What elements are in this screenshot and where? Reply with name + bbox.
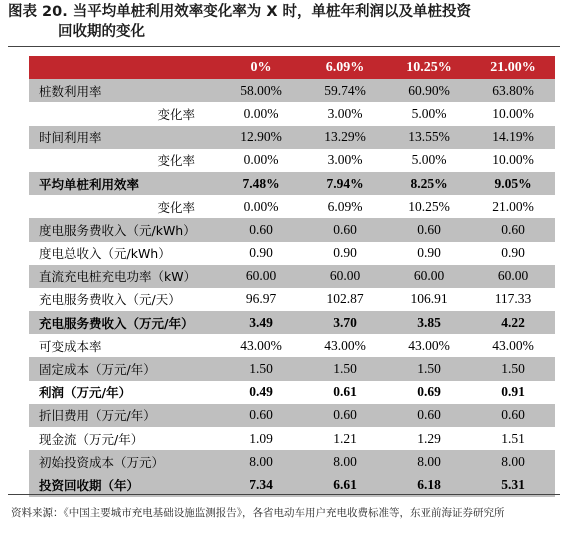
table-cell: 12.90%	[219, 126, 303, 149]
row-label: 度电总收入（元/kWh）	[29, 242, 219, 265]
table-cell: 106.91	[387, 288, 471, 311]
row-label: 折旧费用（万元/年）	[29, 404, 219, 427]
row-label: 变化率	[29, 149, 219, 172]
table-cell: 8.25%	[387, 172, 471, 195]
row-label: 直流充电桩充电功率（kW）	[29, 265, 219, 288]
table-cell: 60.00	[219, 265, 303, 288]
table-cell: 0.00%	[219, 195, 303, 218]
header-cell: 10.25%	[387, 56, 471, 79]
table-cell: 60.00	[387, 265, 471, 288]
table-cell: 60.00	[471, 265, 555, 288]
row-label: 平均单桩利用效率	[29, 172, 219, 195]
row-label: 可变成本率	[29, 334, 219, 357]
row-label: 初始投资成本（万元）	[29, 450, 219, 473]
source-note: 资料来源：《中国主要城市充电基础设施监测报告》，各省电动车用户充电收费标准等，东亚前海证券研究所	[11, 507, 505, 519]
table-cell: 0.90	[219, 242, 303, 265]
figure-title-line2: 回收期的变化	[58, 24, 145, 40]
table-cell: 0.61	[303, 381, 387, 404]
table-row	[29, 218, 555, 241]
table-cell: 0.60	[219, 218, 303, 241]
table-cell: 58.00%	[219, 79, 303, 102]
table-cell: 6.18	[387, 473, 471, 496]
table-cell: 59.74%	[303, 79, 387, 102]
figure-title-line1: 图表 20. 当平均单桩利用效率变化率为 X 时，单桩年利润以及单桩投资	[8, 4, 472, 20]
table-row	[29, 357, 555, 380]
title-divider	[8, 46, 560, 47]
header-cell: 0%	[219, 56, 303, 79]
source-divider	[8, 494, 560, 495]
table-cell: 8.00	[471, 450, 555, 473]
header-cell: 6.09%	[303, 56, 387, 79]
table-cell: 1.50	[219, 357, 303, 380]
figure-title	[8, 2, 558, 42]
table-cell: 6.61	[303, 473, 387, 496]
table-cell: 0.00%	[219, 149, 303, 172]
table-cell: 96.97	[219, 288, 303, 311]
table-cell: 1.21	[303, 427, 387, 450]
table-row	[29, 334, 555, 357]
table-cell: 0.60	[471, 404, 555, 427]
table-cell: 6.09%	[303, 195, 387, 218]
table-cell: 60.00	[303, 265, 387, 288]
row-label: 桩数利用率	[29, 79, 219, 102]
table-cell: 43.00%	[303, 334, 387, 357]
table-cell: 13.29%	[303, 126, 387, 149]
table-cell: 1.51	[471, 427, 555, 450]
table-row	[29, 404, 555, 427]
table-cell: 43.00%	[219, 334, 303, 357]
table-row	[29, 311, 555, 334]
table-cell: 3.49	[219, 311, 303, 334]
table-row	[29, 79, 555, 102]
table-row	[29, 149, 555, 172]
table-row	[29, 242, 555, 265]
table-row	[29, 265, 555, 288]
table-cell: 43.00%	[387, 334, 471, 357]
table-cell: 10.25%	[387, 195, 471, 218]
table-cell: 7.34	[219, 473, 303, 496]
table-cell: 1.50	[471, 357, 555, 380]
table-cell: 0.91	[471, 381, 555, 404]
table-row	[29, 102, 555, 125]
header-cell: 21.00%	[471, 56, 555, 79]
table-cell: 1.29	[387, 427, 471, 450]
row-label: 时间利用率	[29, 126, 219, 149]
table-cell: 13.55%	[387, 126, 471, 149]
table-row	[29, 381, 555, 404]
table-cell: 0.60	[303, 404, 387, 427]
table-row	[29, 288, 555, 311]
table-cell: 0.49	[219, 381, 303, 404]
row-label: 利润（万元/年）	[29, 381, 219, 404]
table-cell: 0.60	[219, 404, 303, 427]
table-cell: 43.00%	[471, 334, 555, 357]
table-cell: 3.70	[303, 311, 387, 334]
table-cell: 0.90	[303, 242, 387, 265]
table-row	[29, 195, 555, 218]
row-label: 变化率	[29, 102, 219, 125]
table-cell: 63.80%	[471, 79, 555, 102]
table-cell: 0.90	[387, 242, 471, 265]
table-cell: 0.60	[471, 218, 555, 241]
table-cell: 5.00%	[387, 149, 471, 172]
table-header-row	[29, 56, 555, 79]
row-label: 充电服务费收入（万元/年）	[29, 311, 219, 334]
table-cell: 5.31	[471, 473, 555, 496]
table-cell: 8.00	[303, 450, 387, 473]
table-row	[29, 450, 555, 473]
table-row	[29, 126, 555, 149]
header-cell	[29, 56, 219, 79]
table-cell: 5.00%	[387, 102, 471, 125]
table-cell: 0.60	[387, 218, 471, 241]
table-cell: 14.19%	[471, 126, 555, 149]
table-cell: 60.90%	[387, 79, 471, 102]
table-row	[29, 427, 555, 450]
row-label: 投资回收期（年）	[29, 473, 219, 496]
table-cell: 0.60	[387, 404, 471, 427]
table-cell: 0.60	[303, 218, 387, 241]
table-cell: 7.94%	[303, 172, 387, 195]
table-row	[29, 172, 555, 195]
table-cell: 1.09	[219, 427, 303, 450]
table-cell: 0.90	[471, 242, 555, 265]
table-cell: 1.50	[303, 357, 387, 380]
table-cell: 3.00%	[303, 102, 387, 125]
table-cell: 4.22	[471, 311, 555, 334]
table-cell: 1.50	[387, 357, 471, 380]
table-cell: 8.00	[219, 450, 303, 473]
table-cell: 117.33	[471, 288, 555, 311]
table-cell: 102.87	[303, 288, 387, 311]
row-label: 度电服务费收入（元/kWh）	[29, 218, 219, 241]
table-cell: 10.00%	[471, 149, 555, 172]
row-label: 固定成本（万元/年）	[29, 357, 219, 380]
data-table	[29, 56, 555, 497]
row-label: 充电服务费收入（元/天）	[29, 288, 219, 311]
table-cell: 0.69	[387, 381, 471, 404]
table-cell: 3.00%	[303, 149, 387, 172]
table-cell: 10.00%	[471, 102, 555, 125]
row-label: 现金流（万元/年）	[29, 427, 219, 450]
table-cell: 21.00%	[471, 195, 555, 218]
table-cell: 8.00	[387, 450, 471, 473]
table-cell: 0.00%	[219, 102, 303, 125]
table-cell: 9.05%	[471, 172, 555, 195]
row-label: 变化率	[29, 195, 219, 218]
table-cell: 3.85	[387, 311, 471, 334]
table-cell: 7.48%	[219, 172, 303, 195]
